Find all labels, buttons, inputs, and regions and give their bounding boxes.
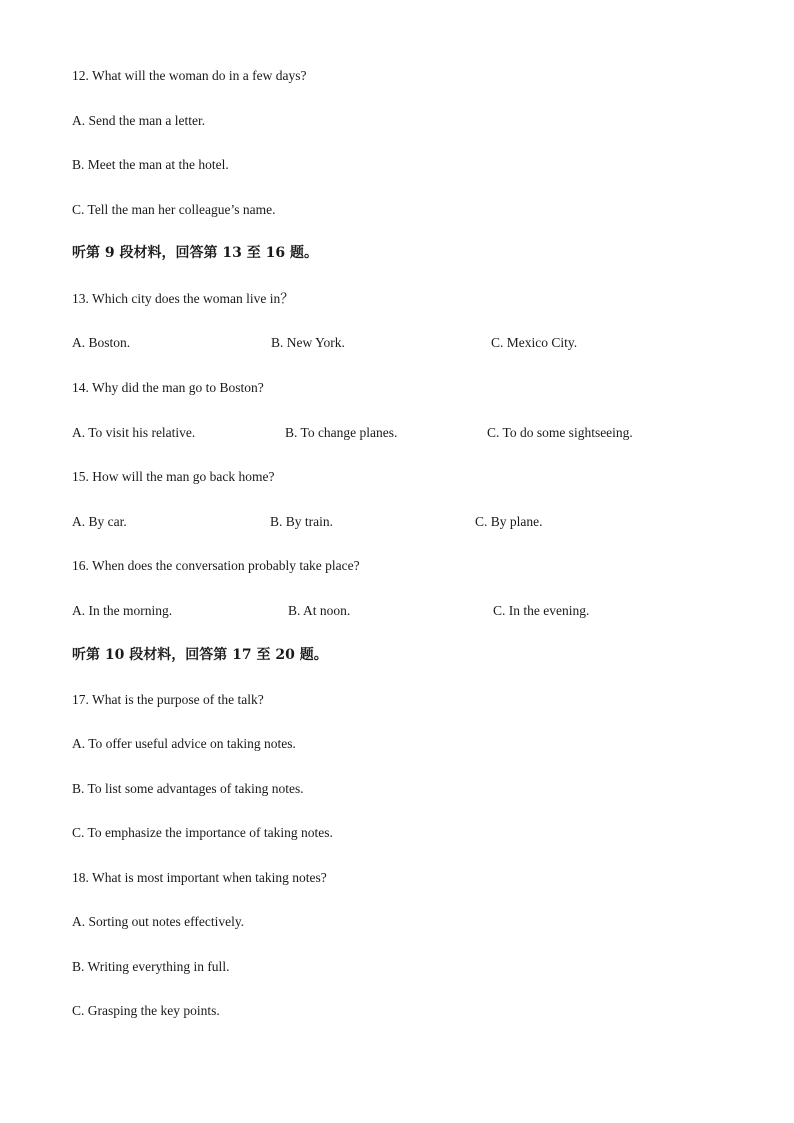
q13-option-a: A. Boston. — [72, 335, 131, 350]
section-10-heading: 听第 10 段材料，回答第 17 至 20 题。 — [72, 647, 328, 663]
q16-options-row — [0, 603, 794, 619]
q15-options-row — [0, 514, 794, 530]
q14-option-a: A. To visit his relative. — [72, 425, 196, 440]
question-18: 18. What is most important when taking notes? — [72, 870, 327, 885]
q14-options-row — [0, 425, 794, 441]
q17-option-c: C. To emphasize the importance of taking notes. — [72, 825, 333, 840]
q16-option-c: C. In the evening. — [493, 603, 590, 618]
q12-option-a: A. Send the man a letter. — [72, 113, 206, 128]
question-17: 17. What is the purpose of the talk? — [72, 692, 264, 707]
q17-option-a: A. To offer useful advice on taking notes. — [72, 736, 296, 751]
q13-option-c: C. Mexico City. — [491, 335, 578, 350]
q15-option-a: A. By car. — [72, 514, 127, 529]
q12-option-c: C. Tell the man her colleague’s name. — [72, 202, 276, 217]
question-16: 16. When does the conversation probably take place? — [72, 558, 360, 573]
question-15: 15. How will the man go back home? — [72, 469, 275, 484]
q18-option-b: B. Writing everything in full. — [72, 959, 230, 974]
q17-option-b: B. To list some advantages of taking notes. — [72, 781, 304, 796]
q16-option-b: B. At noon. — [288, 603, 351, 618]
question-13: 13. Which city does the woman live in？ — [72, 291, 294, 306]
q12-option-b: B. Meet the man at the hotel. — [72, 157, 229, 172]
q13-options-row — [0, 335, 794, 351]
q18-option-c: C. Grasping the key points. — [72, 1003, 220, 1018]
question-14: 14. Why did the man go to Boston? — [72, 380, 264, 395]
q15-option-b: B. By train. — [270, 514, 333, 529]
q13-option-b: B. New York. — [271, 335, 345, 350]
q16-option-a: A. In the morning. — [72, 603, 173, 618]
section-9-heading: 听第 9 段材料，回答第 13 至 16 题。 — [72, 245, 318, 261]
question-12: 12. What will the woman do in a few days? — [72, 68, 307, 83]
q14-option-b: B. To change planes. — [285, 425, 398, 440]
q15-option-c: C. By plane. — [475, 514, 543, 529]
q14-option-c: C. To do some sightseeing. — [487, 425, 633, 440]
q18-option-a: A. Sorting out notes effectively. — [72, 914, 245, 929]
